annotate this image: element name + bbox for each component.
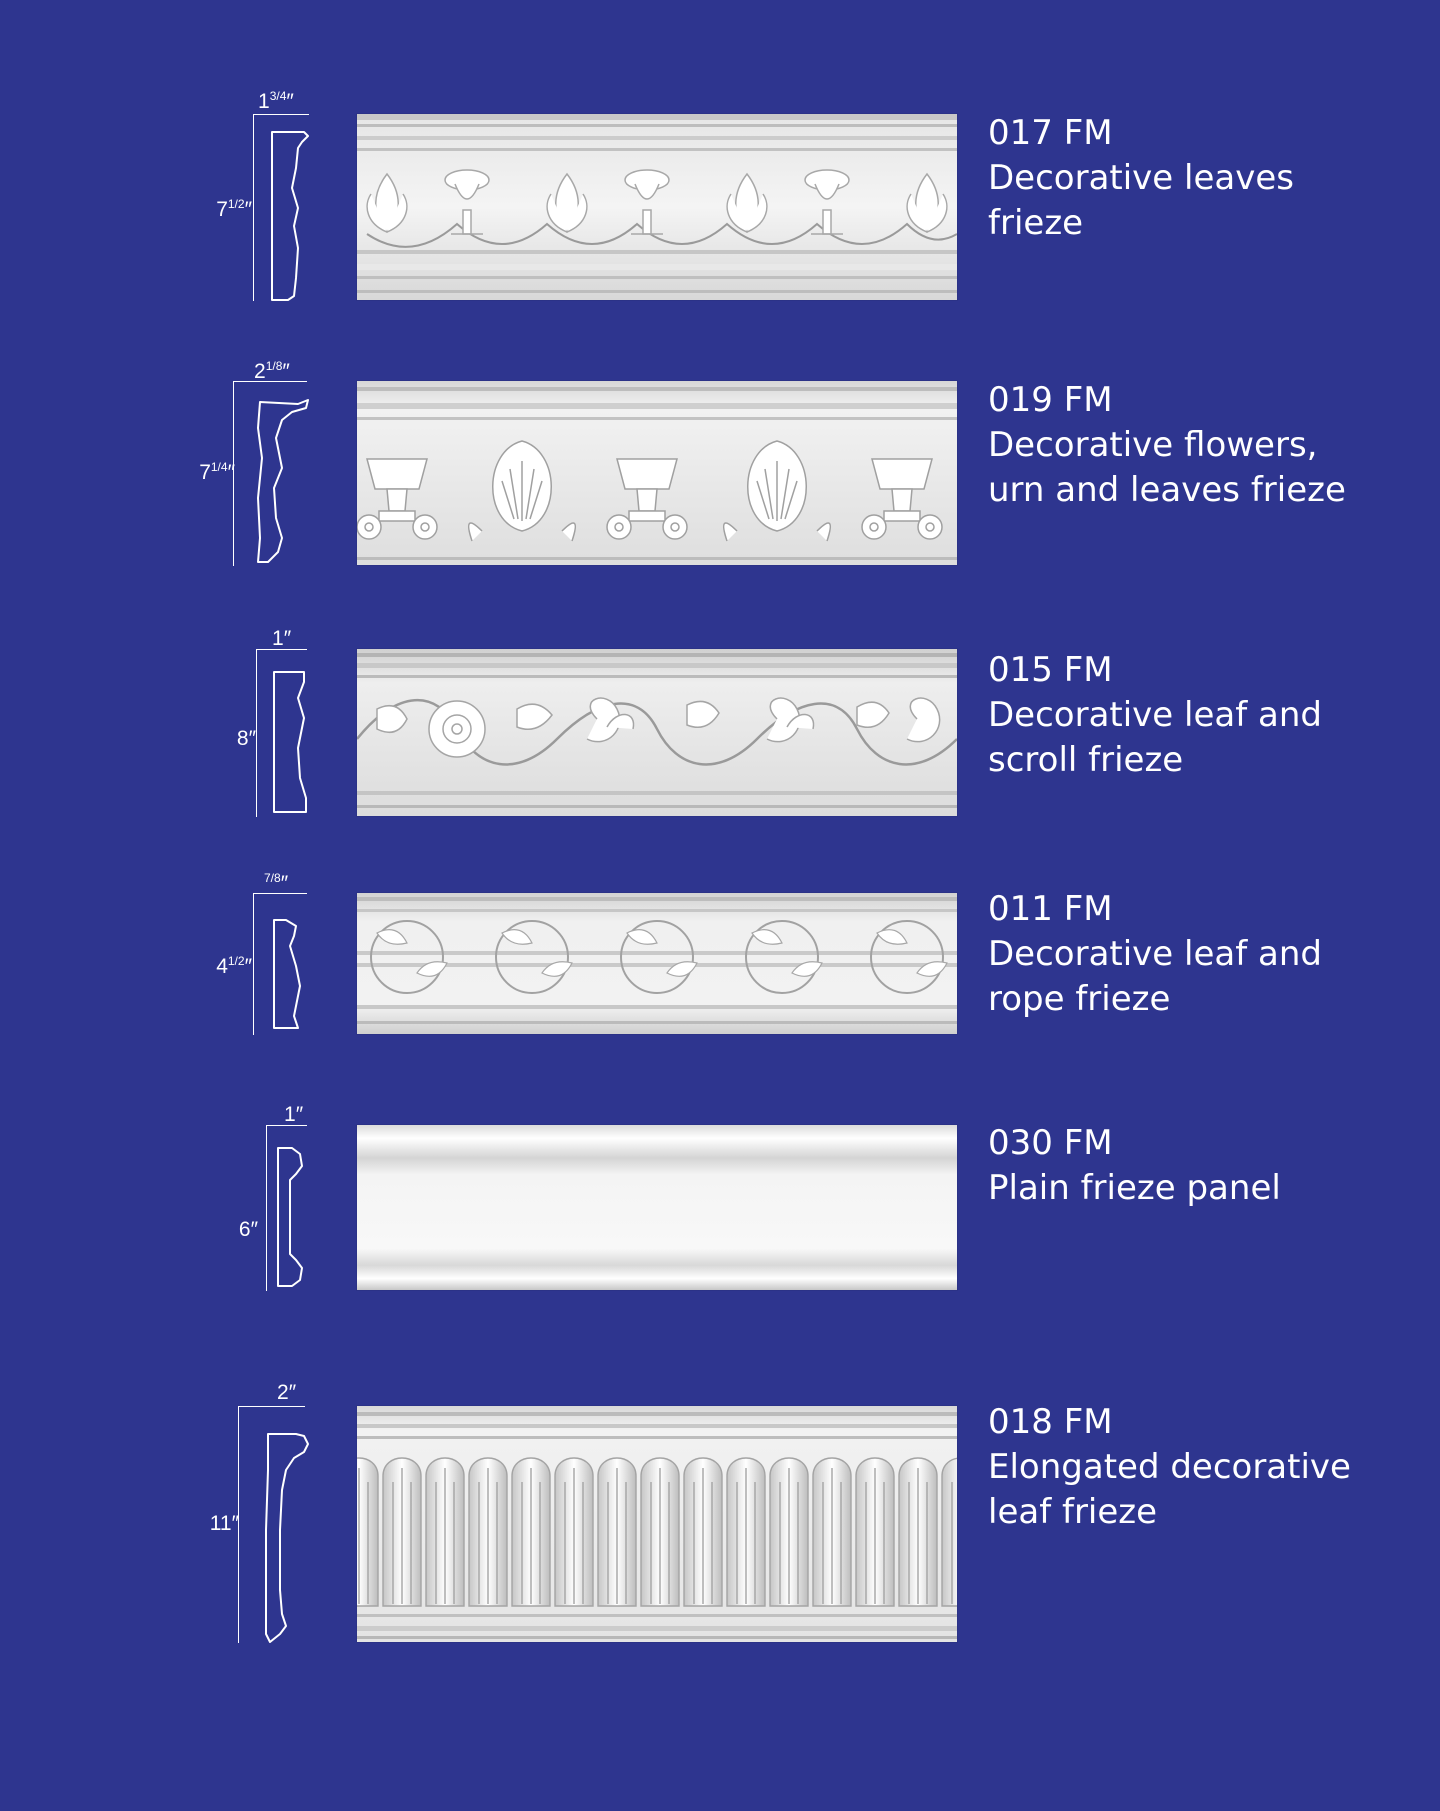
- profile-section-icon: [268, 128, 312, 304]
- profile-section-icon: [270, 668, 312, 818]
- product-description: Elongated decorative leaf frieze: [988, 1447, 1351, 1532]
- profile-width-label: 1″: [284, 1103, 304, 1126]
- profile-section-icon: [260, 1430, 312, 1644]
- profile-section-icon: [252, 398, 312, 568]
- profile-width-label: $^{7/8}$″: [264, 871, 289, 895]
- product-code: 011 FM: [988, 889, 1113, 929]
- product-caption: [988, 111, 1318, 246]
- product-description: Decorative leaves frieze: [988, 158, 1294, 243]
- profile-width-label: 2″: [277, 1381, 297, 1404]
- profile-height-label: $7^{1/4}''$: [199, 460, 235, 484]
- product-description: Decorative flowers, urn and leaves frieze: [988, 425, 1346, 510]
- moulding-photo-030: [357, 1125, 957, 1290]
- moulding-photo-011: [357, 893, 957, 1034]
- elongated-leaf-icon: [942, 1458, 957, 1606]
- profile-height-label: $4^{1/2}''$: [216, 954, 252, 978]
- product-caption: [988, 1121, 1368, 1211]
- profile-width-label: $1^{3/4}''$: [258, 89, 294, 113]
- moulding-photo-018: [357, 1406, 957, 1642]
- product-description: Decorative leaf and rope frieze: [988, 934, 1322, 1019]
- moulding-photo-019: [357, 381, 957, 565]
- product-code: 030 FM: [988, 1123, 1113, 1163]
- product-caption: [988, 1400, 1388, 1535]
- product-code: 018 FM: [988, 1402, 1113, 1442]
- product-caption: [988, 887, 1348, 1022]
- profile-height-label: 11″: [209, 1512, 239, 1535]
- profile-height-label: 6″: [238, 1218, 258, 1241]
- product-code: 015 FM: [988, 650, 1113, 690]
- product-description: Plain frieze panel: [988, 1168, 1281, 1208]
- profile-height-label: 8″: [236, 727, 256, 750]
- moulding-photo-015: [357, 649, 957, 816]
- product-code: 017 FM: [988, 113, 1113, 153]
- profile-section-icon: [270, 916, 306, 1034]
- product-code: 019 FM: [988, 380, 1113, 420]
- profile-section-icon: [274, 1144, 310, 1290]
- profile-width-label: 1″: [272, 627, 292, 650]
- profile-width-label: $2^{1/8}''$: [254, 359, 290, 383]
- product-caption: [988, 378, 1378, 513]
- moulding-photo-017: [357, 114, 957, 300]
- product-caption: [988, 648, 1348, 783]
- profile-height-label: $7^{1/2}''$: [216, 197, 252, 221]
- product-description: Decorative leaf and scroll frieze: [988, 695, 1322, 780]
